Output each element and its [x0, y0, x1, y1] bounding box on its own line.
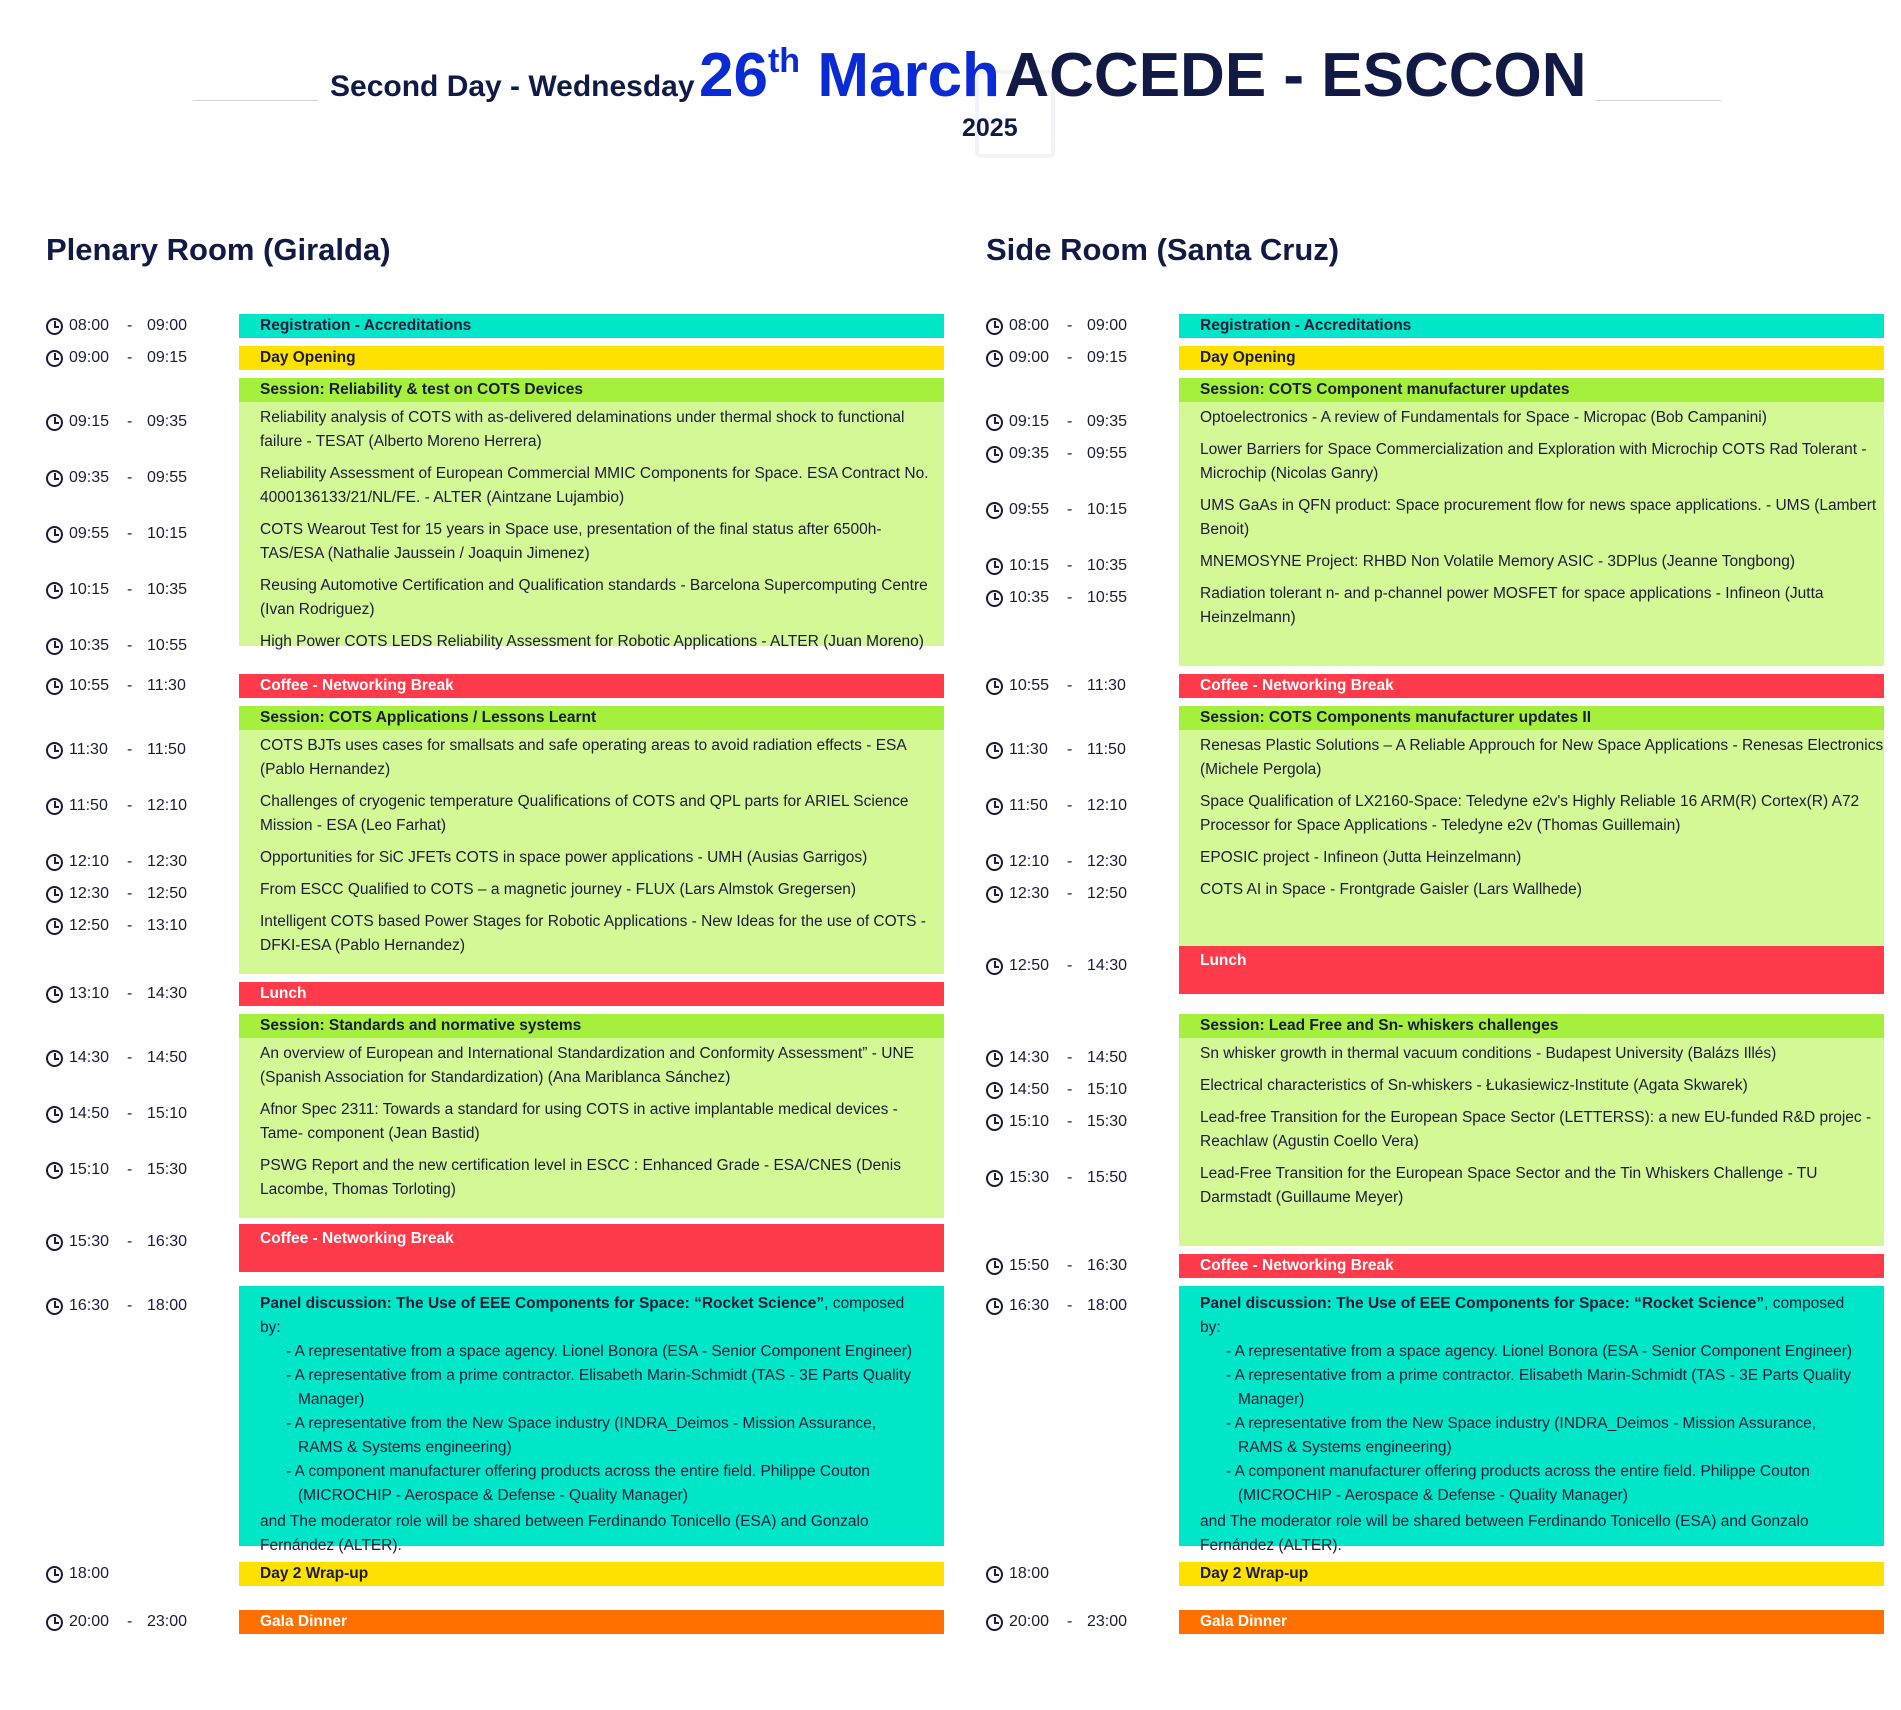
panel-member: - A representative from a space agency. Lionel Bonora (ESA - Senior Component Engineer) — [1226, 1343, 1853, 1360]
talk-title: High Power COTS LEDS Reliability Assessment for Robotic Applications - ALTER (Juan Moreno) — [260, 633, 924, 650]
coffee-break-block: Coffee - Networking Break — [239, 1224, 944, 1272]
panel-member: - A representative from a space agency. Lionel Bonora (ESA - Senior Component Engineer) — [286, 1343, 913, 1360]
title-day: 26 — [699, 41, 768, 110]
slot-time: 10:35 - 10:55 — [46, 634, 236, 658]
talk-title: Intelligent COTS based Power Stages for Robotic Applications - New Ideas for the use of COTS - DFKI-ESA (Pablo Hernandez) — [260, 913, 926, 954]
clock-icon — [46, 1162, 63, 1179]
clock-icon — [986, 886, 1003, 903]
panel-member: - A representative from the New Space industry (INDRA_Deimos - Mission Assurance, RAMS & Systems engineering) — [286, 1415, 877, 1456]
lunch-block: Lunch — [239, 982, 944, 1006]
clock-icon — [986, 1258, 1003, 1275]
clock-icon — [986, 502, 1003, 519]
slot-time: 15:10 - 15:30 — [986, 1110, 1176, 1134]
talk-title: An overview of European and International Standardization and Conformity Assessment” - UNE (Spanish Association for Standardization) (Ana Mariblanca Sánchez) — [260, 1045, 914, 1086]
clock-icon — [986, 798, 1003, 815]
registration-block: Registration - Accreditations — [1179, 314, 1884, 338]
slot-time: 09:00 - 09:15 — [46, 346, 236, 370]
slot-time: 14:30 - 14:50 — [46, 1046, 236, 1070]
slot-time: 18:00 — [986, 1562, 1176, 1586]
slot-time: 16:30 - 18:00 — [986, 1294, 1176, 1318]
talk-title: Electrical characteristics of Sn-whiskers - Łukasiewicz-Institute (Agata Skwarek) — [1200, 1077, 1748, 1094]
coffee-break-block: Coffee - Networking Break — [239, 674, 944, 698]
panel-block — [239, 1286, 944, 1554]
session-header: Session: Reliability & test on COTS Devices — [239, 378, 944, 402]
header-rule-left — [193, 100, 318, 101]
talk-title: Afnor Spec 2311: Towards a standard for using COTS in active implantable medical devices - Tame- component (Jean Bastid) — [260, 1101, 898, 1142]
slot-time: 11:50 - 12:10 — [986, 794, 1176, 818]
day-opening-block: Day Opening — [1179, 346, 1884, 370]
clock-icon — [46, 854, 63, 871]
clock-icon — [46, 318, 63, 335]
title-year: 2025 — [962, 114, 1018, 142]
talk-title: Lead-free Transition for the European Space Sector (LETTERSS): a new EU-funded R&D projec - Reachlaw (Agustin Coello Vera) — [1200, 1109, 1872, 1150]
slot-time: 10:35 - 10:55 — [986, 586, 1176, 610]
gala-dinner-block: Gala Dinner — [1179, 1610, 1884, 1634]
clock-icon — [986, 958, 1003, 975]
clock-icon — [46, 1234, 63, 1251]
clock-icon — [46, 470, 63, 487]
clock-icon — [986, 1050, 1003, 1067]
clock-icon — [46, 986, 63, 1003]
talk-title: Space Qualification of LX2160-Space: Teledyne e2v's Highly Reliable 16 ARM(R) Cortex(R) A72 Processor for Space Applications - Teledyne e2v (Thomas Guillemain) — [1200, 793, 1860, 834]
lunch-block: Lunch — [1179, 946, 1884, 994]
talk-title: MNEMOSYNE Project: RHBD Non Volatile Memory ASIC - 3DPlus (Jeanne Tongbong) — [1200, 553, 1795, 570]
clock-icon — [46, 918, 63, 935]
clock-icon — [986, 1298, 1003, 1315]
slot-time: 09:35 - 09:55 — [986, 442, 1176, 466]
talk-title: COTS AI in Space - Frontgrade Gaisler (Lars Wallhede) — [1200, 881, 1582, 898]
panel-members — [260, 1340, 923, 1508]
panel-title-line — [260, 1292, 923, 1340]
slot-time: 10:15 - 10:35 — [46, 578, 236, 602]
slot-time: 11:30 - 11:50 — [986, 738, 1176, 762]
clock-icon — [46, 742, 63, 759]
slot-time: 12:10 - 12:30 — [46, 850, 236, 874]
panel-members — [1200, 1340, 1863, 1508]
panel-closing: and The moderator role will be shared between Ferdinando Tonicello (ESA) and Gonzalo Fernández (ALTER). — [1200, 1513, 1809, 1554]
clock-icon — [986, 414, 1003, 431]
talk-title: From ESCC Qualified to COTS – a magnetic journey - FLUX (Lars Almstok Gregersen) — [260, 881, 857, 898]
slot-time: 11:50 - 12:10 — [46, 794, 236, 818]
clock-icon — [46, 798, 63, 815]
panel-member: - A representative from the New Space industry (INDRA_Deimos - Mission Assurance, RAMS & Systems engineering) — [1226, 1415, 1817, 1456]
talk-title: Renesas Plastic Solutions – A Reliable Approuch for New Space Applications - Renesas Electronics (Michele Pergola) — [1200, 737, 1884, 778]
clock-icon — [46, 1106, 63, 1123]
slot-time: 15:50 - 16:30 — [986, 1254, 1176, 1278]
clock-icon — [986, 742, 1003, 759]
room-title-right: Side Room (Santa Cruz) — [986, 232, 1340, 267]
coffee-break-block: Coffee - Networking Break — [1179, 1254, 1884, 1278]
clock-icon — [46, 414, 63, 431]
gala-dinner-block: Gala Dinner — [239, 1610, 944, 1634]
talk-title: Sn whisker growth in thermal vacuum conditions - Budapest University (Balázs Illés) — [1200, 1045, 1777, 1062]
clock-icon — [46, 1566, 63, 1583]
clock-icon — [46, 582, 63, 599]
talk-title: Challenges of cryogenic temperature Qualifications of COTS and QPL parts for ARIEL Science Mission - ESA (Leo Farhat) — [260, 793, 909, 834]
panel-title-line — [1200, 1292, 1863, 1340]
page-title — [330, 40, 1587, 111]
panel-member: - A component manufacturer offering products across the entire field. Philippe Couton (MICROCHIP - Aerospace & Defense - Quality Manager) — [1226, 1463, 1810, 1504]
session-header: Session: Lead Free and Sn- whiskers challenges — [1179, 1014, 1884, 1038]
title-day-suffix: th — [767, 42, 801, 80]
title-date — [699, 41, 1000, 110]
slot-time: 14:30 - 14:50 — [986, 1046, 1176, 1070]
room-title-left: Plenary Room (Giralda) — [46, 232, 391, 267]
day-opening-block: Day Opening — [239, 346, 944, 370]
coffee-break-block: Coffee - Networking Break — [1179, 674, 1884, 698]
slot-time: 09:35 - 09:55 — [46, 466, 236, 490]
clock-icon — [986, 558, 1003, 575]
slot-time: 09:15 - 09:35 — [46, 410, 236, 434]
slot-time: 16:30 - 18:00 — [46, 1294, 236, 1318]
panel-member: - A representative from a prime contractor. Elisabeth Marin-Schmidt (TAS - 3E Parts Quality Manager) — [1226, 1367, 1852, 1408]
clock-icon — [986, 854, 1003, 871]
slot-time: 08:00 - 09:00 — [986, 314, 1176, 338]
slot-time: 09:15 - 09:35 — [986, 410, 1176, 434]
page-header — [0, 40, 1901, 160]
session-header: Session: Standards and normative systems — [239, 1014, 944, 1038]
panel-block — [1179, 1286, 1884, 1554]
wrap-up-block: Day 2 Wrap-up — [1179, 1562, 1884, 1586]
slot-time: 14:50 - 15:10 — [986, 1078, 1176, 1102]
slot-time: 13:10 - 14:30 — [46, 982, 236, 1006]
slot-time: 08:00 - 09:00 — [46, 314, 236, 338]
clock-icon — [986, 446, 1003, 463]
clock-icon — [46, 526, 63, 543]
slot-time: 09:55 - 10:15 — [46, 522, 236, 546]
slot-time: 10:55 - 11:30 — [986, 674, 1176, 698]
clock-icon — [986, 1614, 1003, 1631]
session-header: Session: COTS Component manufacturer updates — [1179, 378, 1884, 402]
talk-title: Reusing Automotive Certification and Qualification standards - Barcelona Supercomputing Centre (Ivan Rodriguez) — [260, 577, 928, 618]
header-rule-right — [1596, 100, 1721, 101]
panel-title: Panel discussion: The Use of EEE Components for Space: “Rocket Science” — [1200, 1295, 1765, 1312]
talk-title: EPOSIC project - Infineon (Jutta Heinzelmann) — [1200, 849, 1522, 866]
slot-time: 14:50 - 15:10 — [46, 1102, 236, 1126]
talk-title: Lower Barriers for Space Commercialization and Exploration with Microchip COTS Rad Tolerant - Microchip (Nicolas Ganry) — [1200, 441, 1867, 482]
title-month: March — [817, 41, 1000, 110]
session-header: Session: COTS Applications / Lessons Learnt — [239, 706, 944, 730]
slot-time: 12:30 - 12:50 — [986, 882, 1176, 906]
slot-time: 09:00 - 09:15 — [986, 346, 1176, 370]
talk-title: Optoelectronics - A review of Fundamentals for Space - Micropac (Bob Campanini) — [1200, 409, 1767, 426]
panel-member: - A component manufacturer offering products across the entire field. Philippe Couton (MICROCHIP - Aerospace & Defense - Quality Manager) — [286, 1463, 870, 1504]
talk-title: Radiation tolerant n- and p-channel power MOSFET for space applications - Infineon (Jutta Heinzelmann) — [1200, 585, 1824, 626]
slot-time: 12:50 - 14:30 — [986, 954, 1176, 978]
slot-time: 11:30 - 11:50 — [46, 738, 236, 762]
clock-icon — [46, 638, 63, 655]
panel-title-suffix: , composed by: — [1200, 1295, 1845, 1336]
slot-time: 12:30 - 12:50 — [46, 882, 236, 906]
talk-title: PSWG Report and the new certification level in ESCC : Enhanced Grade - ESA/CNES (Denis Lacombe, Thomas Torloting) — [260, 1157, 901, 1198]
talk-title: Reliability analysis of COTS with as-delivered delaminations under thermal shock to functional failure - TESAT (Alberto Moreno Herrera) — [260, 409, 905, 450]
clock-icon — [46, 350, 63, 367]
clock-icon — [46, 1050, 63, 1067]
clock-icon — [986, 1114, 1003, 1131]
talk-title: Opportunities for SiC JFETs COTS in space power applications - UMH (Ausias Garrigos) — [260, 849, 868, 866]
title-event: ACCEDE - ESCCON — [1004, 41, 1587, 110]
talk-title: COTS Wearout Test for 15 years in Space use, presentation of the final status after 6500h- TAS/ESA (Nathalie Jaussein / Joaquin Jimenez) — [260, 521, 882, 562]
slot-time: 12:10 - 12:30 — [986, 850, 1176, 874]
slot-time: 12:50 - 13:10 — [46, 914, 236, 938]
slot-time: 10:15 - 10:35 — [986, 554, 1176, 578]
clock-icon — [986, 318, 1003, 335]
slot-time: 10:55 - 11:30 — [46, 674, 236, 698]
talk-title: Lead-Free Transition for the European Space Sector and the Tin Whiskers Challenge - TU Darmstadt (Guillaume Meyer) — [1200, 1165, 1818, 1206]
session-header: Session: COTS Components manufacturer updates II — [1179, 706, 1884, 730]
talk-title: COTS BJTs uses cases for smallsats and safe operating areas to avoid radiation effects - ESA (Pablo Hernandez) — [260, 737, 906, 778]
registration-block: Registration - Accreditations — [239, 314, 944, 338]
talk-title: UMS GaAs in QFN product: Space procurement flow for news space applications. - UMS (Lambert Benoit) — [1200, 497, 1877, 538]
clock-icon — [986, 1566, 1003, 1583]
talk-title: Reliability Assessment of European Commercial MMIC Components for Space. ESA Contract No. 4000136133/21/NL/FE. - ALTER (Aintzane Lujambio) — [260, 465, 929, 506]
wrap-up-block: Day 2 Wrap-up — [239, 1562, 944, 1586]
clock-icon — [986, 590, 1003, 607]
panel-member: - A representative from a prime contractor. Elisabeth Marin-Schmidt (TAS - 3E Parts Quality Manager) — [286, 1367, 912, 1408]
slot-time: 20:00 - 23:00 — [986, 1610, 1176, 1634]
slot-time: 09:55 - 10:15 — [986, 498, 1176, 522]
clock-icon — [986, 350, 1003, 367]
slot-time: 15:30 - 15:50 — [986, 1166, 1176, 1190]
clock-icon — [46, 1614, 63, 1631]
slot-time: 20:00 - 23:00 — [46, 1610, 236, 1634]
clock-icon — [986, 678, 1003, 695]
slot-time: 15:10 - 15:30 — [46, 1158, 236, 1182]
panel-title: Panel discussion: The Use of EEE Components for Space: “Rocket Science” — [260, 1295, 825, 1312]
panel-closing: and The moderator role will be shared between Ferdinando Tonicello (ESA) and Gonzalo Fernández (ALTER). — [260, 1513, 869, 1554]
slot-time: 18:00 — [46, 1562, 236, 1586]
clock-icon — [46, 678, 63, 695]
title-prefix: Second Day - Wednesday — [330, 70, 695, 103]
clock-icon — [986, 1170, 1003, 1187]
slot-time: 15:30 - 16:30 — [46, 1230, 236, 1254]
clock-icon — [46, 1298, 63, 1315]
panel-title-suffix: , composed by: — [260, 1295, 905, 1336]
clock-icon — [986, 1082, 1003, 1099]
clock-icon — [46, 886, 63, 903]
